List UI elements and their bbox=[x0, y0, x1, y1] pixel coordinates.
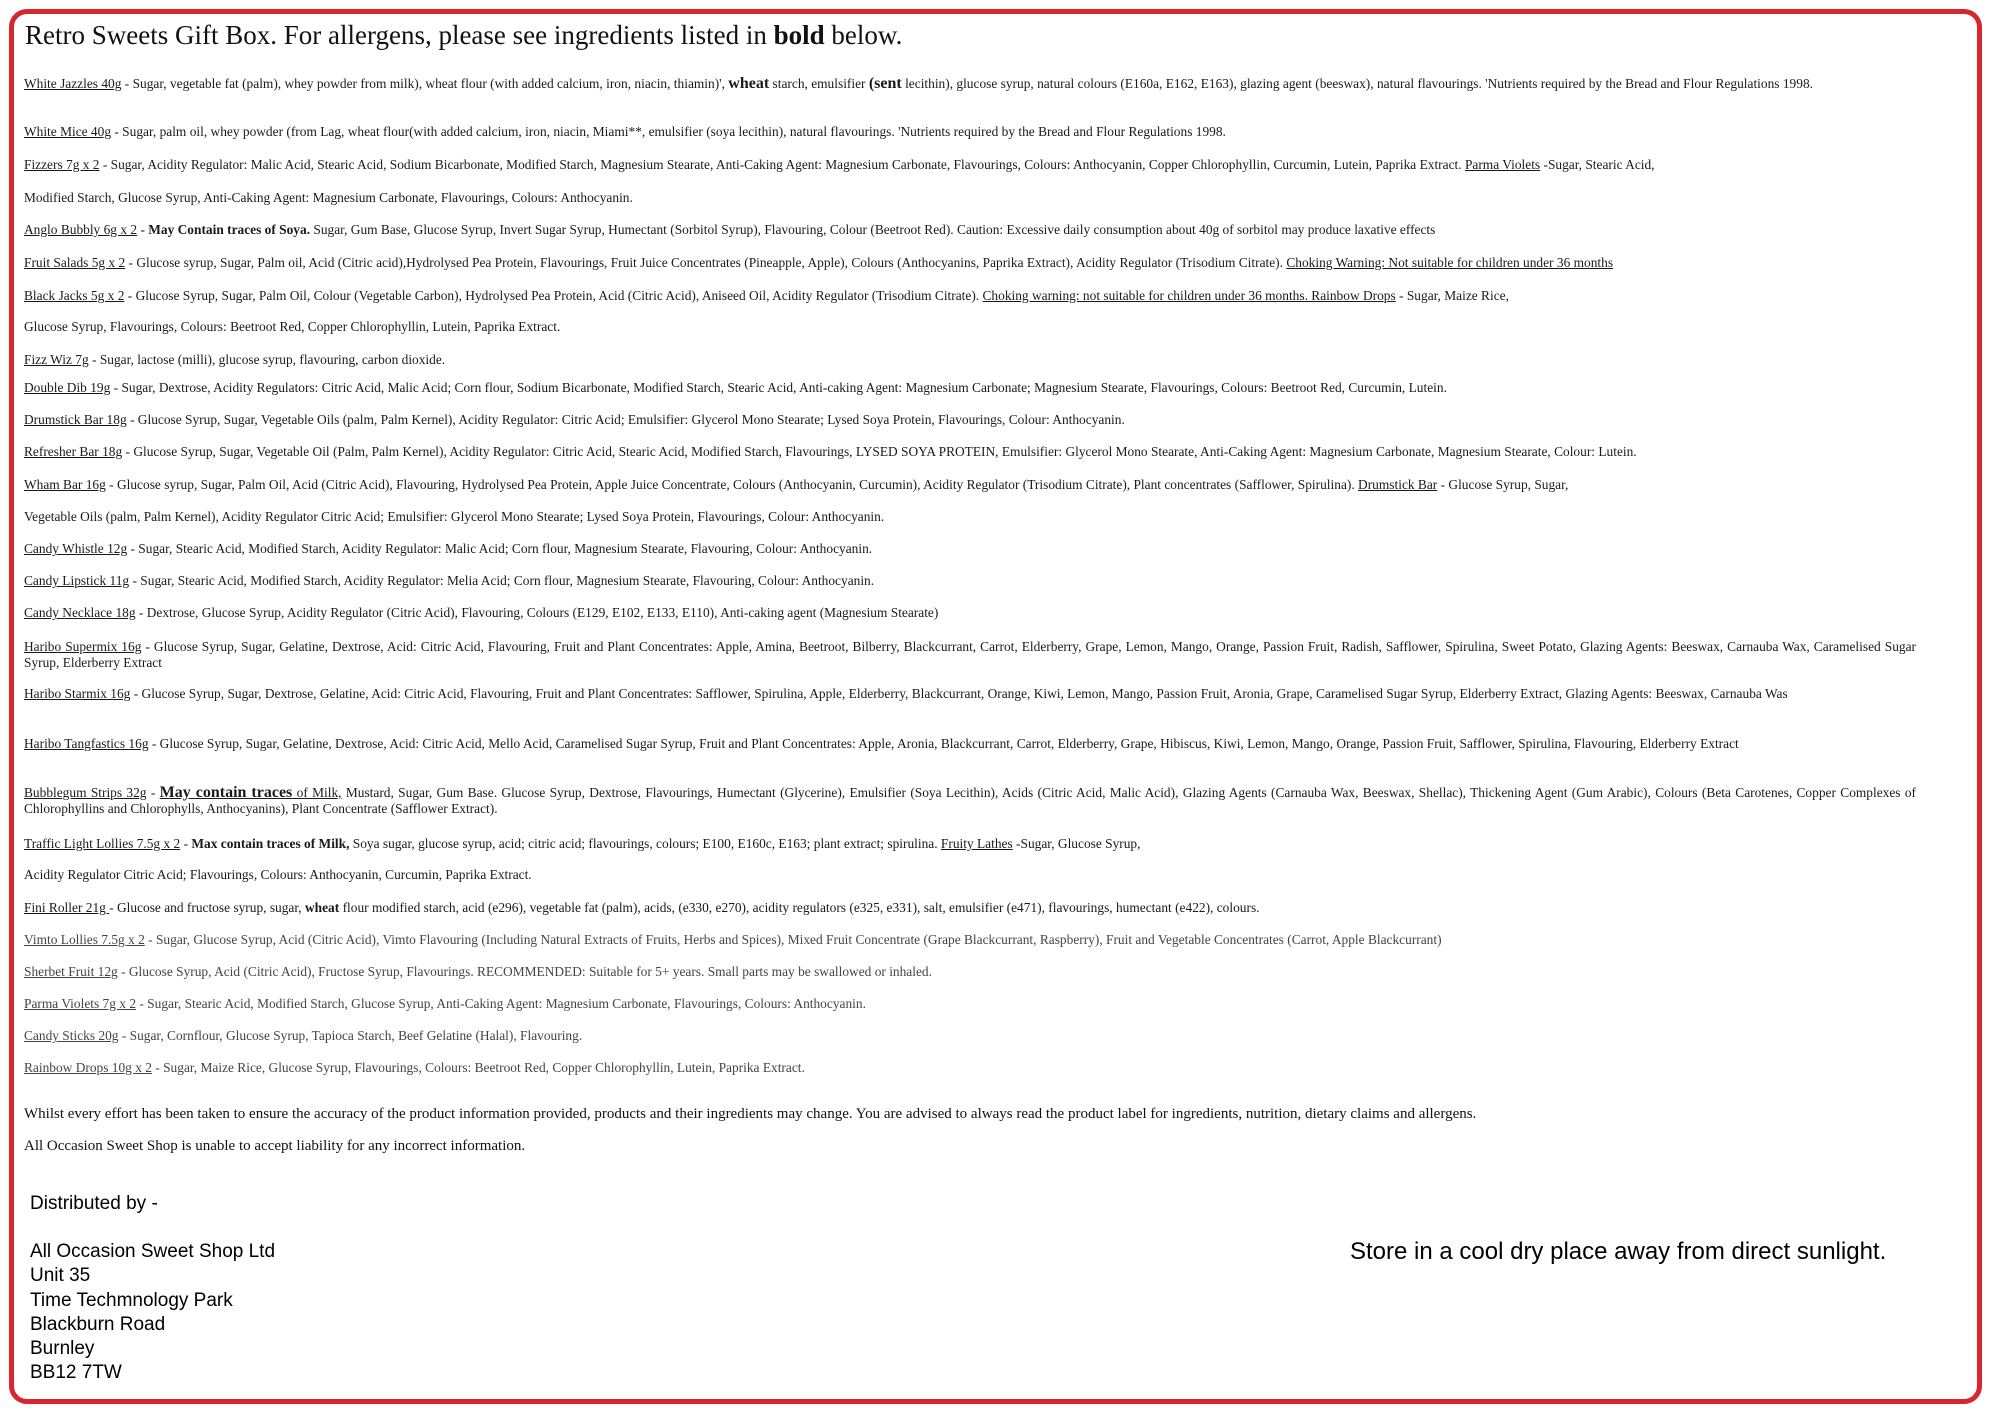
list-item: Candy Sticks 20g - Sugar, Cornflour, Glucose Syrup, Tapioca Starch, Beef Gelatine (Halal), Flavouring. bbox=[24, 1028, 583, 1043]
list-item: Wham Bar 16g - Glucose syrup, Sugar, Palm Oil, Acid (Citric Acid), Flavouring, Hydrolysed Pea Protein, Apple Juice Concentrate, Colours (Anthocyanin, Curcumin), Acidity Regulator (Trisodium Citrate), Plant concentrates (Safflower, Spirulina). Drumstick Bar - Glucose Syrup, Sugar, bbox=[24, 477, 1569, 492]
list-item: Haribo Tangfastics 16g - Glucose Syrup, Sugar, Gelatine, Dextrose, Acid: Citric Acid, Mello Acid, Caramelised Sugar Syrup, Fruit and Plant Concentrates: Apple, Aronia, Blackcurrant, Carrot, Elderberry, Grape, Hibiscus, Kiwi, Lemon, Mango, Orange, Passion Fruit, Safflower, Spirulina, Flavouring, Elderberry Extract bbox=[24, 736, 1739, 751]
disclaimer-liability: All Occasion Sweet Shop is unable to accept liability for any incorrect information. bbox=[24, 1138, 526, 1154]
product-name: Anglo Bubbly 6g x 2 bbox=[24, 222, 138, 237]
list-item: Parma Violets 7g x 2 - Sugar, Stearic Acid, Modified Starch, Glucose Syrup, Anti-Caking Agent: Magnesium Carbonate, Flavourings, Colours: Anthocyanin. bbox=[24, 996, 866, 1011]
product-name: Candy Necklace 18g bbox=[24, 605, 136, 620]
product-name: Haribo Tangfastics 16g bbox=[24, 736, 149, 751]
list-item-continued: Modified Starch, Glucose Syrup, Anti-Caking Agent: Magnesium Carbonate, Flavourings, Colours: Anthocyanin. bbox=[24, 190, 633, 205]
product-name: Drumstick Bar 18g bbox=[24, 412, 127, 427]
product-name: Candy Sticks 20g bbox=[24, 1028, 119, 1043]
product-name: Rainbow Drops 10g x 2 bbox=[24, 1060, 152, 1075]
list-item: Fruit Salads 5g x 2 - Glucose syrup, Sugar, Palm oil, Acid (Citric acid),Hydrolysed Pea Protein, Flavourings, Fruit Juice Concentrates (Pineapple, Apple), Colours (Anthocyanins, Paprika Extract), Acidity Regulator (Trisodium Citrate). Choking Warning: Not suitable for children under 36 months bbox=[24, 255, 1614, 270]
list-item-continued: Acidity Regulator Citric Acid; Flavourings, Colours: Anthocyanin, Curcumin, Paprika Extract. bbox=[24, 867, 532, 882]
list-item: Fini Roller 21g - Glucose and fructose syrup, sugar, wheat flour modified starch, acid (e296), vegetable fat (palm), acids, (e330, e270), acidity regulators (e325, e331), salt, emulsifier (e471), flavourings, humectant (e422), colours. bbox=[24, 900, 1260, 915]
list-item: Candy Necklace 18g - Dextrose, Glucose Syrup, Acidity Regulator (Citric Acid), Flavouring, Colours (E129, E102, E133, E110), Anti-caking agent (Magnesium Stearate) bbox=[24, 605, 939, 620]
list-item: Fizzers 7g x 2 - Sugar, Acidity Regulator: Malic Acid, Stearic Acid, Sodium Bicarbonate, Modified Starch, Magnesium Stearate, Anti-Caking Agent: Magnesium Carbonate, Flavourings, Colours: Anthocyanin, Copper Chlorophyllin, Curcumin, Lutein, Paprika Extract. Parma Violets -Sugar, Stearic Acid, bbox=[24, 157, 1655, 172]
product-name: Fizzers 7g x 2 bbox=[24, 157, 100, 172]
product-name: Haribo Supermix 16g bbox=[24, 639, 142, 654]
product-name: Candy Lipstick 11g bbox=[24, 573, 130, 588]
address-town: Burnley bbox=[30, 1338, 95, 1360]
product-name: Vimto Lollies 7.5g x 2 bbox=[24, 932, 145, 947]
product-name: Double Dib 19g bbox=[24, 380, 111, 395]
page-title: Retro Sweets Gift Box. For allergens, please see ingredients listed in bold below. bbox=[25, 20, 903, 50]
product-name: Haribo Starmix 16g bbox=[24, 686, 131, 701]
address-road: Blackburn Road bbox=[30, 1313, 166, 1335]
list-item: Haribo Starmix 16g - Glucose Syrup, Sugar, Dextrose, Gelatine, Acid: Citric Acid, Flavouring, Fruit and Plant Concentrates: Safflower, Spirulina, Apple, Elderberry, Blackcurrant, Orange, Kiwi, Lemon, Mango, Passion Fruit, Aronia, Grape, Caramelised Sugar Syrup, Elderberry Extract, Glazing Agents: Beeswax, Carnauba Was bbox=[24, 686, 1788, 701]
list-item: Double Dib 19g - Sugar, Dextrose, Acidity Regulators: Citric Acid, Malic Acid; Corn flour, Sodium Bicarbonate, Modified Starch, Stearic Acid, Anti-caking Agent: Magnesium Carbonate; Magnesium Stearate, Flavourings, Colours: Beetroot Red, Curcumin, Lutein. bbox=[24, 380, 1447, 395]
product-name: Black Jacks 5g x 2 bbox=[24, 288, 125, 303]
product-name: Candy Whistle 12g bbox=[24, 541, 128, 556]
list-item: Rainbow Drops 10g x 2 - Sugar, Maize Rice, Glucose Syrup, Flavourings, Colours: Beetroot Red, Copper Chlorophyllin, Lutein, Paprika Extract. bbox=[24, 1060, 805, 1075]
list-item: Traffic Light Lollies 7.5g x 2 - Max contain traces of Milk, Soya sugar, glucose syrup, acid; citric acid; flavourings, colours; E100, E160c, E163; plant extract; spirulina. Fruity Lathes -Sugar, Glucose Syrup, bbox=[24, 836, 1141, 851]
disclaimer-accuracy: Whilst every effort has been taken to ensure the accuracy of the product information provided, products and their ingredients may change. You are advised to always read the product label for ingredients, nutrition, dietary claims and allergens. bbox=[24, 1106, 1477, 1122]
list-item: Sherbet Fruit 12g - Glucose Syrup, Acid (Citric Acid), Fructose Syrup, Flavourings. RECOMMENDED: Suitable for 5+ years. Small parts may be swallowed or inhaled. bbox=[24, 964, 932, 979]
product-name: Parma Violets 7g x 2 bbox=[24, 996, 137, 1011]
list-item: White Mice 40g - Sugar, palm oil, whey powder (from Lag, wheat flour(with added calcium, iron, niacin, Miami**, emulsifier (soya lecithin), natural flavourings. 'Nutrients required by the Bread and Flour Regulations 1998. bbox=[24, 124, 1226, 139]
product-name: Fini Roller 21g bbox=[24, 900, 110, 915]
product-name: White Mice 40g bbox=[24, 124, 112, 139]
list-item-continued: Glucose Syrup, Flavourings, Colours: Beetroot Red, Copper Chlorophyllin, Lutein, Paprika Extract. bbox=[24, 319, 561, 334]
product-name: Sherbet Fruit 12g bbox=[24, 964, 118, 979]
list-item: White Jazzles 40g - Sugar, vegetable fat (palm), whey powder from milk), wheat flour (with added calcium, iron, niacin, thiamin)', wheat starch, emulsifier (sent lecithin), glucose syrup, natural colours (E160a, E162, E163), glazing agent (beeswax), natural flavourings. 'Nutrients required by the Bread and Flour Regulations 1998. bbox=[24, 75, 1813, 92]
product-name: Traffic Light Lollies 7.5g x 2 bbox=[24, 836, 181, 851]
distributor-label: Distributed by - bbox=[30, 1193, 158, 1214]
list-item: Candy Lipstick 11g - Sugar, Stearic Acid, Modified Starch, Acidity Regulator: Melia Acid; Corn flour, Magnesium Stearate, Flavouring, Colour: Anthocyanin. bbox=[24, 573, 875, 588]
address-unit: Unit 35 bbox=[30, 1265, 91, 1287]
list-item: Vimto Lollies 7.5g x 2 - Sugar, Glucose Syrup, Acid (Citric Acid), Vimto Flavouring (Including Natural Extracts of Fruits, Herbs and Spices), Mixed Fruit Concentrate (Grape Blackcurrant, Raspberry), Fruit and Vegetable Concentrates (Carrot, Apple Blackcurrant) bbox=[24, 932, 1442, 947]
product-name: Bubblegum Strips 32g bbox=[24, 785, 147, 800]
storage-instructions: Store in a cool dry place away from direct sunlight. bbox=[1350, 1238, 1887, 1265]
distributor-address bbox=[30, 1192, 275, 1385]
list-item: Candy Whistle 12g - Sugar, Stearic Acid, Modified Starch, Acidity Regulator: Malic Acid; Corn flour, Magnesium Stearate, Flavouring, Colour: Anthocyanin. bbox=[24, 541, 873, 556]
product-name: Wham Bar 16g bbox=[24, 477, 106, 492]
product-name: Fruit Salads 5g x 2 bbox=[24, 255, 126, 270]
product-name: White Jazzles 40g bbox=[24, 76, 122, 91]
list-item: Fizz Wiz 7g - Sugar, lactose (milli), glucose syrup, flavouring, carbon dioxide. bbox=[24, 352, 446, 367]
list-item: Refresher Bar 18g - Glucose Syrup, Sugar, Vegetable Oil (Palm, Palm Kernel), Acidity Regulator: Citric Acid, Stearic Acid, Modified Starch, Flavourings, LYSED SOYA PROTEIN, Emulsifier: Glycerol Mono Stearate, Anti-Caking Agent: Magnesium Carbonate, Magnesium Stearate, Colour: Lutein. bbox=[24, 444, 1637, 459]
address-park: Time Techmnology Park bbox=[30, 1289, 233, 1311]
list-item: Bubblegum Strips 32g - May contain traces of Milk, Mustard, Sugar, Gum Base. Glucose Syrup, Dextrose, Flavourings, Humectant (Glycerine), Emulsifier (Soya Lecithin), Acids (Citric Acid, Malic Acid), Glazing Agents (Carnauba Wax, Beeswax, Shellac), Thickening Agent (Gum Arabic), Colours (Beta Carotenes, Copper Complexes of Chlorophyllins and Chlorophylls, Anthocyanins), Plant Concentrate (Safflower Extract). bbox=[24, 784, 1917, 816]
list-item: Drumstick Bar 18g - Glucose Syrup, Sugar, Vegetable Oils (palm, Palm Kernel), Acidity Regulator: Citric Acid; Emulsifier: Glycerol Mono Stearate; Lysed Soya Protein, Flavourings, Colour: Anthocyanin. bbox=[24, 412, 1125, 427]
address-postcode: BB12 7TW bbox=[30, 1362, 122, 1384]
product-name: Refresher Bar 18g bbox=[24, 444, 123, 459]
product-name: Fizz Wiz 7g bbox=[24, 352, 89, 367]
list-item: Black Jacks 5g x 2 - Glucose Syrup, Sugar, Palm Oil, Colour (Vegetable Carbon), Hydrolysed Pea Protein, Acid (Citric Acid), Aniseed Oil, Acidity Regulator (Trisodium Citrate). Choking warning: not suitable for children under 36 months. Rainbow Drops - Sugar, Maize Rice, bbox=[24, 288, 1509, 303]
list-item: Anglo Bubbly 6g x 2 - May Contain traces of Soya. Sugar, Gum Base, Glucose Syrup, Invert Sugar Syrup, Humectant (Sorbitol Syrup), Flavouring, Colour (Beetroot Red). Caution: Excessive daily consumption about 40g of sorbitol may produce laxative effects bbox=[24, 222, 1436, 237]
choking-warning: Choking warning: not suitable for children under 36 months. Rainbow Drops bbox=[982, 288, 1396, 303]
choking-warning: Choking Warning: Not suitable for children under 36 months bbox=[1286, 255, 1614, 270]
company-name: All Occasion Sweet Shop Ltd bbox=[30, 1241, 276, 1263]
list-item: Haribo Supermix 16g - Glucose Syrup, Sugar, Gelatine, Dextrose, Acid: Citric Acid, Flavouring, Fruit and Plant Concentrates: Apple, Amina, Beetroot, Bilberry, Blackcurrant, Carrot, Elderberry, Grape, Lemon, Mango, Orange, Passion Fruit, Radish, Safflower, Spirulina, Sweet Potato, Glazing Agents: Beeswax, Carnauba Wax, Caramelised Sugar Syrup, Elderberry Extract bbox=[24, 639, 1916, 670]
page-border bbox=[9, 9, 1982, 1404]
list-item-continued: Vegetable Oils (palm, Palm Kernel), Acidity Regulator Citric Acid; Emulsifier: Glycerol Mono Stearate; Lysed Soya Protein, Flavourings, Colour: Anthocyanin. bbox=[24, 509, 885, 524]
